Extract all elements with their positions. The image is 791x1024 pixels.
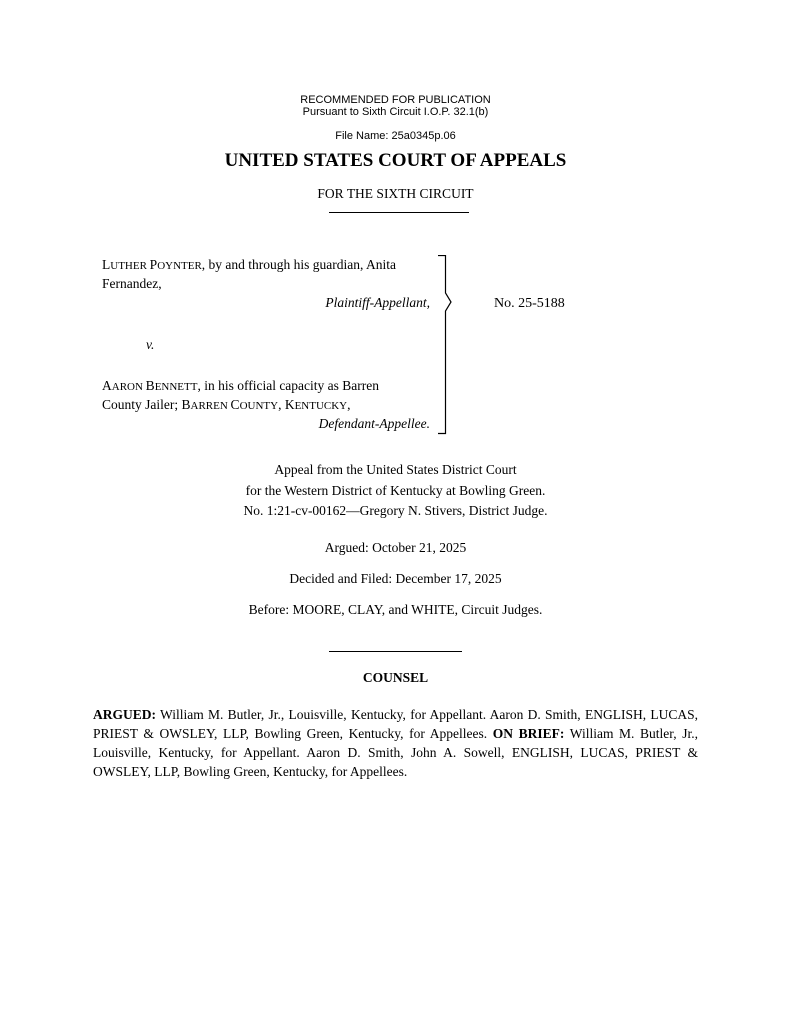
case-number: No. 25-5188 <box>494 296 565 311</box>
argued-label: ARGUED: <box>93 707 156 722</box>
versus-label: v. <box>146 337 155 352</box>
plaintiff-role: Plaintiff-Appellant, <box>325 295 430 310</box>
argued-text: William M. Butler, Jr., Louisville, Kentucky, for Appellant. Aaron D. Smith, ENGLISH, LUCAS, PRIEST & OWSLEY, LLP, Bowling Green, Kentucky, for Appellees. <box>93 707 698 741</box>
appeal-line3: No. 1:21-cv-00162—Gregory N. Stivers, District Judge. <box>243 503 548 518</box>
defendant-role: Defendant-Appellee. <box>318 416 430 431</box>
counsel-heading: COUNSEL <box>362 670 429 685</box>
counsel-divider <box>329 651 462 652</box>
defendant-line1: AARON BENNETT, in his official capacity as Barren <box>102 378 380 393</box>
header-divider <box>329 212 469 213</box>
defendant-line2: County Jailer; BARREN COUNTY, KENTUCKY, <box>102 397 351 412</box>
file-name: File Name: 25a0345p.06 <box>335 130 456 142</box>
panel-judges: Before: MOORE, CLAY, and WHITE, Circuit Judges. <box>248 602 543 617</box>
brief-text: William M. Butler, Jr., Louisville, Kentucky, for Appellant. Aaron D. Smith, John A. Sowell, ENGLISH, LUCAS, PRIEST & OWSLEY, LLP, Bowling Green, Kentucky, for Appellees. <box>93 726 698 779</box>
publication-rule: Pursuant to Sixth Circuit I.O.P. 32.1(b) <box>302 106 489 118</box>
caption-brace <box>438 255 458 437</box>
appeal-line2: for the Western District of Kentucky at Bowling Green. <box>245 483 546 498</box>
brief-label: ON BRIEF: <box>492 726 565 741</box>
court-title: UNITED STATES COURT OF APPEALS <box>224 150 567 171</box>
circuit-name: FOR THE SIXTH CIRCUIT <box>317 186 474 201</box>
plaintiff-line2: Fernandez, <box>102 276 162 291</box>
decided-date: Decided and Filed: December 17, 2025 <box>289 571 502 586</box>
plaintiff-line1: LUTHER POYNTER, by and through his guardian, Anita <box>102 257 397 272</box>
publication-recommendation: RECOMMENDED FOR PUBLICATION <box>300 94 491 106</box>
argued-date: Argued: October 21, 2025 <box>324 540 467 555</box>
appeal-line1: Appeal from the United States District Court <box>274 462 517 477</box>
counsel-paragraph <box>93 705 698 781</box>
